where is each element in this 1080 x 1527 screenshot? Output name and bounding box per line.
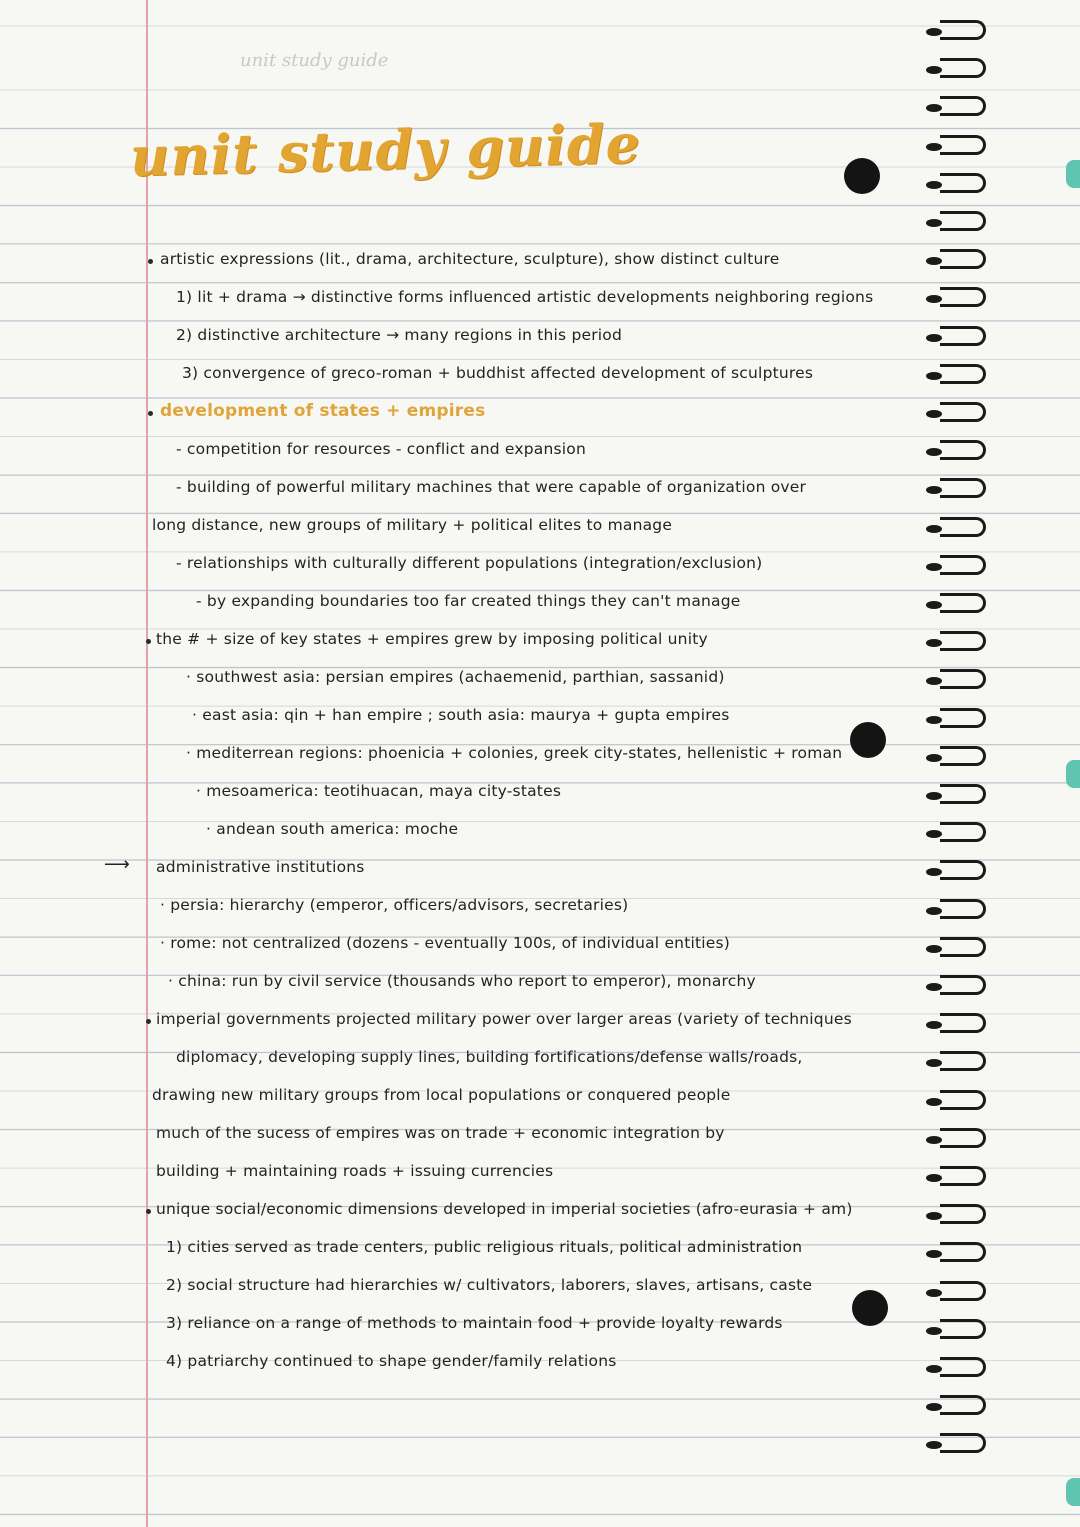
note-line: - building of powerful military machines that were capable of organization over xyxy=(176,478,807,496)
spiral-loop xyxy=(940,287,986,307)
spiral-loop xyxy=(940,669,986,689)
spiral-loop xyxy=(940,1090,986,1110)
note-line: · mediterrean regions: phoenicia + colonies, greek city-states, hellenistic + roman xyxy=(186,744,843,762)
spiral-loop xyxy=(940,1357,986,1377)
spiral-loop xyxy=(940,440,986,460)
note-line: · east asia: qin + han empire ; south asia: maurya + gupta empires xyxy=(192,706,730,724)
spiral-loop xyxy=(940,1395,986,1415)
spiral-loop xyxy=(940,708,986,728)
spiral-loop xyxy=(940,1204,986,1224)
spiral-loop xyxy=(940,975,986,995)
spiral-loop xyxy=(940,1166,986,1186)
spiral-binding xyxy=(940,20,998,1500)
spiral-loop xyxy=(940,58,986,78)
note-line: · rome: not centralized (dozens - eventually 100s, of individual entities) xyxy=(160,934,731,952)
spiral-loop xyxy=(940,555,986,575)
note-line: diplomacy, developing supply lines, building fortifications/defense walls/roads, xyxy=(176,1048,803,1066)
spiral-loop xyxy=(940,1433,986,1453)
bullet-dot xyxy=(146,1209,151,1214)
bullet-dot xyxy=(146,639,151,644)
page-tab xyxy=(1066,760,1080,788)
note-line: 1) lit + drama → distinctive forms influenced artistic developments neighboring regions xyxy=(176,288,874,306)
spiral-loop xyxy=(940,1128,986,1148)
note-line: 1) cities served as trade centers, public religious rituals, political administration xyxy=(166,1238,803,1256)
spiral-loop xyxy=(940,135,986,155)
spiral-loop xyxy=(940,746,986,766)
note-line: artistic expressions (lit., drama, architecture, sculpture), show distinct culture xyxy=(160,250,780,268)
spiral-loop xyxy=(940,784,986,804)
note-line: - competition for resources - conflict and expansion xyxy=(176,440,587,458)
spiral-loop xyxy=(940,822,986,842)
note-line: 2) distinctive architecture → many regions in this period xyxy=(176,326,623,344)
note-line: - by expanding boundaries too far created things they can't manage xyxy=(196,592,741,610)
spiral-loop xyxy=(940,631,986,651)
spiral-loop xyxy=(940,1242,986,1262)
note-line: - relationships with culturally different populations (integration/exclusion) xyxy=(176,554,763,572)
page-tab xyxy=(1066,160,1080,188)
note-line: · andean south america: moche xyxy=(206,820,459,838)
note-line: long distance, new groups of military + political elites to manage xyxy=(152,516,673,534)
spiral-loop xyxy=(940,1281,986,1301)
note-line: imperial governments projected military power over larger areas (variety of techniques xyxy=(156,1010,852,1028)
bleed-through-text: unit study guide xyxy=(240,50,389,71)
note-line: the # + size of key states + empires grew by imposing political unity xyxy=(156,630,708,648)
spiral-loop xyxy=(940,478,986,498)
spiral-loop xyxy=(940,1051,986,1071)
spiral-loop xyxy=(940,517,986,537)
spiral-loop xyxy=(940,20,986,40)
spiral-loop xyxy=(940,593,986,613)
note-line: building + maintaining roads + issuing currencies xyxy=(156,1162,554,1180)
spiral-loop xyxy=(940,211,986,231)
note-line: · china: run by civil service (thousands who report to emperor), monarchy xyxy=(168,972,756,990)
note-line: · persia: hierarchy (emperor, officers/advisors, secretaries) xyxy=(160,896,629,914)
note-line: 3) reliance on a range of methods to maintain food + provide loyalty rewards xyxy=(166,1314,783,1332)
spiral-loop xyxy=(940,402,986,422)
arrow-icon: ⟶ xyxy=(104,854,130,875)
page-title: unit study guide xyxy=(129,111,642,189)
spiral-loop xyxy=(940,1013,986,1033)
note-line: · southwest asia: persian empires (achaemenid, parthian, sassanid) xyxy=(186,668,725,686)
note-line: administrative institutions xyxy=(156,858,365,876)
spiral-loop xyxy=(940,326,986,346)
note-line: much of the sucess of empires was on trade + economic integration by xyxy=(156,1124,725,1142)
page-tab xyxy=(1066,1478,1080,1506)
spiral-loop xyxy=(940,937,986,957)
spiral-loop xyxy=(940,1319,986,1339)
spiral-loop xyxy=(940,249,986,269)
bullet-dot xyxy=(146,1019,151,1024)
spiral-loop xyxy=(940,173,986,193)
bullet-dot xyxy=(148,411,153,416)
section-heading: development of states + empires xyxy=(160,401,486,421)
note-line: · mesoamerica: teotihuacan, maya city-states xyxy=(196,782,562,800)
note-line: 4) patriarchy continued to shape gender/family relations xyxy=(166,1352,617,1370)
bullet-dot xyxy=(148,259,153,264)
spiral-loop xyxy=(940,860,986,880)
spiral-loop xyxy=(940,899,986,919)
spiral-loop xyxy=(940,364,986,384)
note-line: 2) social structure had hierarchies w/ cultivators, laborers, slaves, artisans, caste xyxy=(166,1276,813,1294)
note-line: 3) convergence of greco-roman + buddhist affected development of sculptures xyxy=(182,364,814,382)
note-line: drawing new military groups from local populations or conquered people xyxy=(152,1086,731,1104)
note-line: unique social/economic dimensions developed in imperial societies (afro-eurasia + am) xyxy=(156,1200,853,1218)
spiral-loop xyxy=(940,96,986,116)
